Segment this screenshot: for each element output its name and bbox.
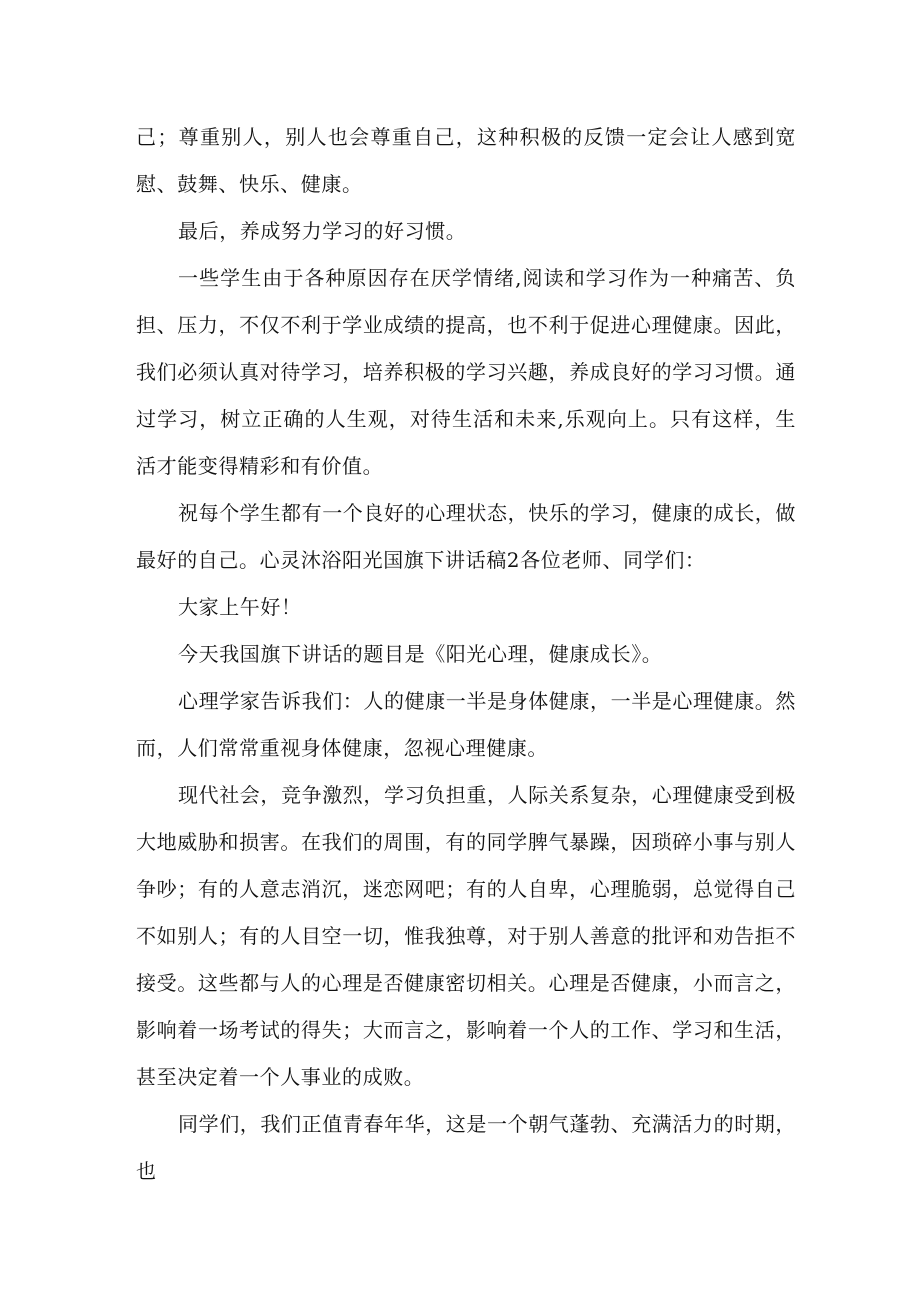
paragraph: 现代社会，竞争激烈，学习负担重，人际关系复杂，心理健康受到极大地威胁和损害。在我们的周围，有的同学脾气暴躁，因琐碎小事与别人争吵；有的人意志消沉，迷恋网吧；有的人自卑，心理脆弱，总觉得自己不如别人；有的人目空一切，惟我独尊，对于别人善意的批评和劝告拒不接受。这些都与人的心理是否健康密切相关。心理是否健康，小而言之，影响着一场考试的得失；大而言之，影响着一个人的工作、学习和生活，甚至决定着一个人事业的成败。 xyxy=(136,783,796,1089)
document-body xyxy=(136,114,796,1195)
paragraph: 一些学生由于各种原因存在厌学情绪,阅读和学习作为一种痛苦、负担、压力，不仅不利于学业成绩的提高，也不利于促进心理健康。因此，我们必须认真对待学习，培养积极的学习兴趣，养成良好的学习习惯。通过学习，树立正确的人生观，对待生活和未来,乐观向上。只有这样，生活才能变得精彩和有价值。 xyxy=(136,266,796,478)
paragraph: 心理学家告诉我们：人的健康一半是身体健康，一半是心理健康。然而，人们常常重视身体健康，忽视心理健康。 xyxy=(136,689,796,760)
paragraph: 祝每个学生都有一个良好的心理状态，快乐的学习，健康的成长，做最好的自己。心灵沐浴阳光国旗下讲话稿2各位老师、同学们： xyxy=(136,501,796,572)
paragraph: 大家上午好！ xyxy=(178,595,302,619)
paragraph: 最后，养成努力学习的好习惯。 xyxy=(178,219,467,243)
paragraph: 今天我国旗下讲话的题目是《阳光心理，健康成长》。 xyxy=(178,642,663,666)
paragraph: 同学们，我们正值青春年华，这是一个朝气蓬勃、充满活力的时期，也 xyxy=(136,1112,796,1183)
paragraph: 己；尊重别人，别人也会尊重自己，这种积极的反馈一定会让人感到宽慰、鼓舞、快乐、健康。 xyxy=(136,125,796,196)
